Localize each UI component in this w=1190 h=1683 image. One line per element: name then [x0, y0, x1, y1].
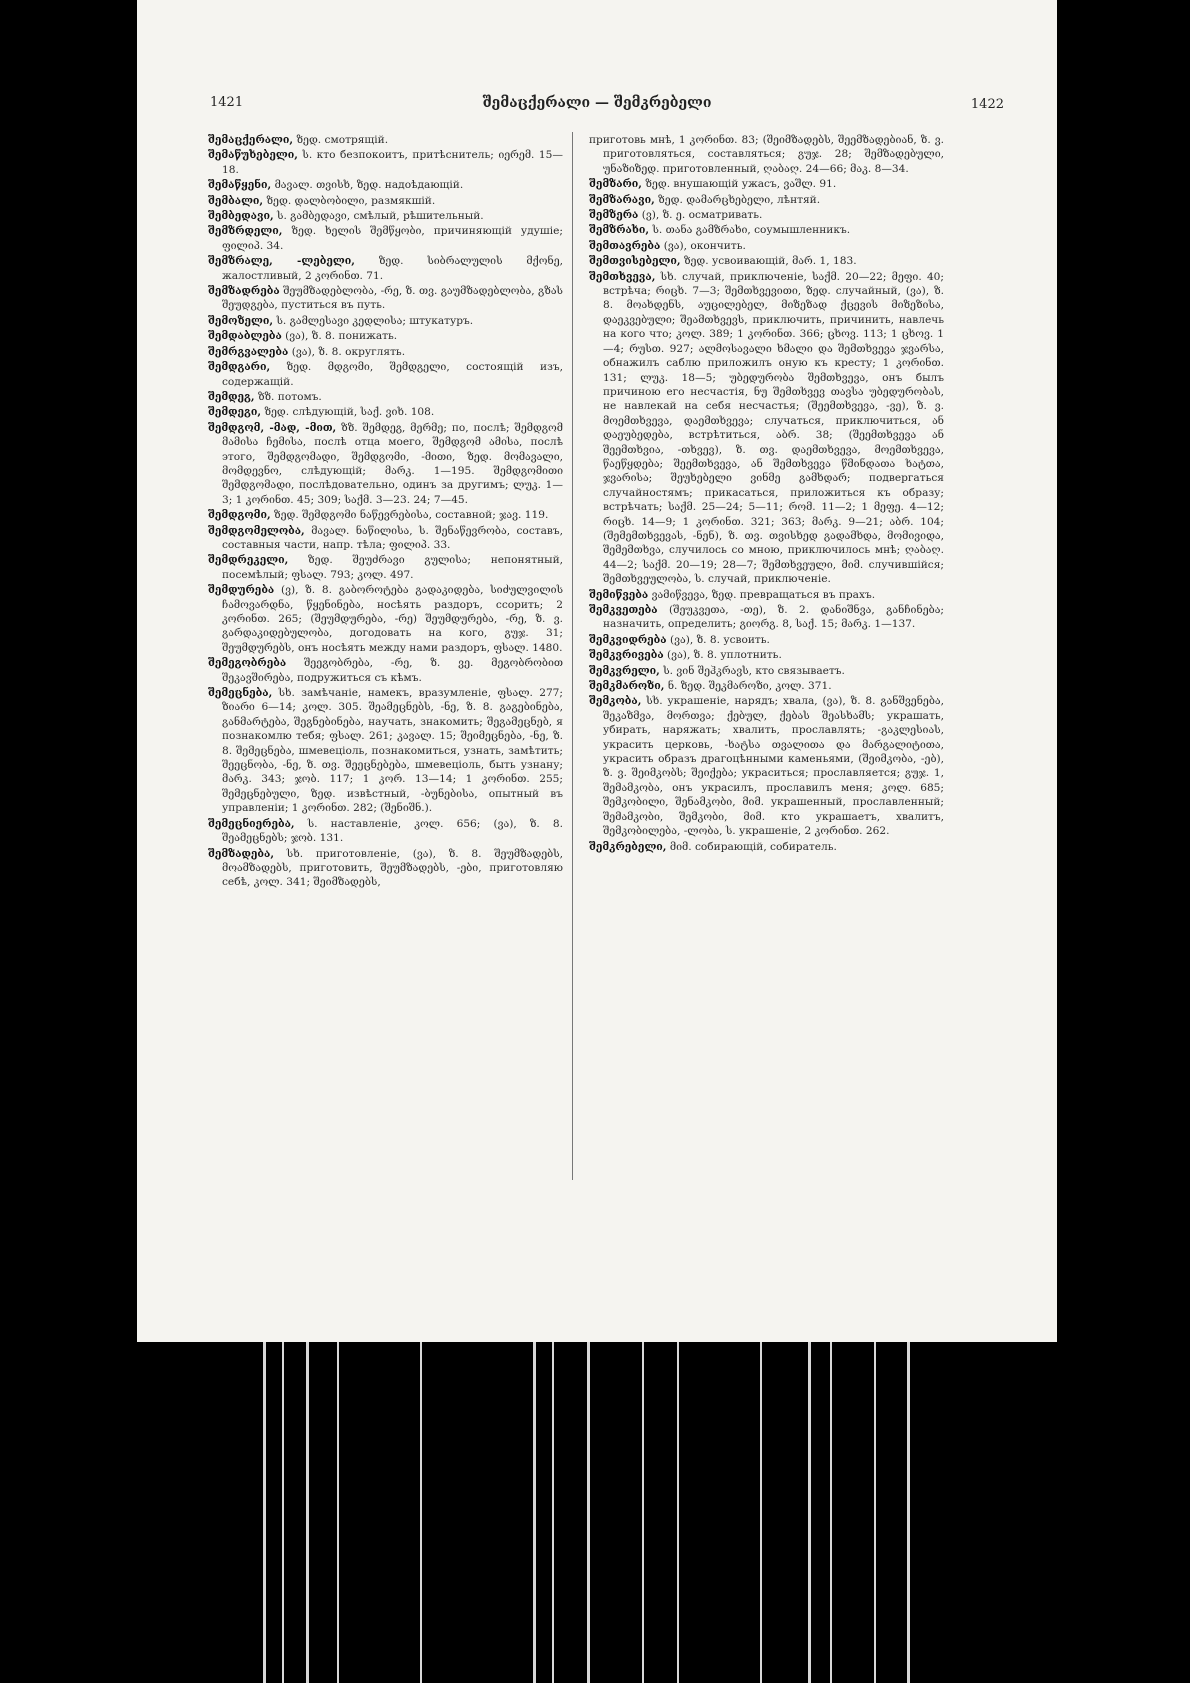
entry-definition: შეუმზადებლობა, -რე, ზ. თვ. გაუმზადებლობა, გზას შეუდგება, пуститься въ путь. [222, 285, 563, 312]
dictionary-entry [589, 588, 944, 602]
dictionary-entry [589, 633, 944, 647]
scan-artifact-stripe [677, 1342, 679, 1683]
entry-definition: ს. თანა გამზრახი, соумышленникъ. [652, 224, 851, 237]
entry-headword: შემკვრივება [589, 649, 664, 662]
entry-definition: приготовь мнѣ, 1 კორინთ. 83; (შეიმზადებს, შეემზადებიან, ზ. ვ. приготовляться, составляться; გუჯ. 28; შემზადებული, უნაზიზედ. приготовленный, ღაბაღ. 24—66; მაკ. 8—34. [589, 134, 944, 175]
scan-artifact-stripe [830, 1342, 832, 1683]
entry-headword: შემდგომელობა, [208, 524, 305, 537]
entry-headword: შემბედავი, [208, 210, 274, 223]
entry-headword: შემდგომ, -მად, -მით, [208, 421, 337, 434]
entry-definition: სხ. замѣчаніе, намекъ, вразумленіе, ფსალ. 277; ზიარი 6—14; კოლ. 305. შეამეცნებს, -ნე, ზ. 8. გაგებინება, განმარტება, შეგნებინება, научать, знакомить; შეგამეცნებ, я познакомлю тебя; ფსალ. 261; კავალ. 15; შეიმეცნება, -ნე, ზ. 8. შემეცნება, шмевеціоль, познакомиться, узнать, замѣтить; შეეცნობა, -ნე, ზ. თვ. შეეცნებება, шмевеціоль, быть узнану; მარკ. 343; ჯობ. 117; 1 კორ. 13—14; 1 კორინთ. 255; შემეცნებული, ზედ. извѣстный, -ბუნებისა, опытный въ управленіи; 1 კორინთ. 282; (შენიშნ.). [222, 687, 563, 815]
scan-artifact-stripe [642, 1342, 644, 1683]
entry-definition: (ვ), ზ. ე. осматривать. [641, 209, 763, 222]
entry-headword: შემდგომი, [208, 509, 271, 522]
scan-artifact-stripe [282, 1342, 284, 1683]
dictionary-entry [589, 603, 944, 632]
dictionary-entry [208, 284, 563, 313]
dictionary-entry [208, 133, 563, 147]
left-column [208, 133, 563, 891]
entry-headword: შემდეგ, [208, 390, 255, 403]
dictionary-entry [589, 270, 944, 587]
dictionary-entry [208, 553, 563, 582]
scan-artifact-stripe [808, 1342, 811, 1683]
column-divider [572, 132, 573, 1180]
dictionary-entry [208, 421, 563, 507]
entry-headword: შემეგობრება [208, 657, 287, 670]
scan-artifact-stripe [306, 1342, 309, 1683]
page-header [137, 95, 1057, 119]
entry-definition: ზედ. слѣдующій, საქ. ვიხ. 108. [264, 406, 435, 419]
dictionary-entry [589, 648, 944, 662]
dictionary-entry [208, 224, 563, 253]
entry-definition: ზედ. смотрящій. [296, 134, 389, 146]
scan-artifact-stripe [263, 1342, 266, 1683]
dictionary-page [137, 0, 1057, 1342]
entry-definition: სხ. случай, приключеніе, საქმ. 20—22; მეფი. 40; встрѣча; რიცხ. 7—3; შემთხვევითი, ზედ. случайный, (ვა), ზ. 8. მოახდენს, აუცილებელ, მიზეზად ქცევის მიზეზისა, დაეკვებული; შეამთხვევს, приключить, причинить, навлечь на кого что; კოლ. 389; 1 კორინთ. 366; ცხოვ. 113; 1 ცხოვ. 1—4; რუსთ. 927; ალმოსავალი ხმალი და შემთხვევა ჯვარსა, обнажилъ саблю приложилъ оную къ кресту; 1 კორინთ. 131; ლუკ. 18—5; უბედურობა შემთხვევა, онъ былъ причиною его несчастія, ნუ შემთხვევ თავსა უბედურობას, не навлекай на себя несчастья; (შეემთხვევა, -ვე), ზ. ვ. მოემთხვევა, დაემთხვევა; случаться, приключиться, ან დაეუბედება, встрѣтиться, აბრ. 38; (შეემთხვევა ან შეემთხვია, -თხვევ), ზ. თვ. დაემთხვევა, მოემთხვევა, წაეწყდება; შეემთხვევა, ან შემთხვევა წმინდათა ხატთა, ჯვარისა; შეუხებელი ვინმე გამხდარ; подвергаться случайностямъ; прикасаться, приложиться къ образу; встрѣчать; საქმ. 25—24; 5—11; რომ. 11—2; 1 მეფე. 4—12; რიცხ. 14—9; 1 კორინთ. 321; 363; მარკ. 9—21; აბრ. 104; (შემემთხვევას, -ნენ), ზ. თვ. თვისხედ გადამხდა, მომივიდა, შემემთხვა, случилось со мною, приключилось мнѣ; ღაბაღ. 44—2; საქმ. 20—19; 28—7; შემთხვეული, მიმ. случившійся; შემთხვეულობა, ს. случай, приключеніе. [603, 270, 944, 586]
entry-headword: შემეცნიერება, [208, 817, 295, 830]
scan-artifact-stripe [533, 1342, 536, 1683]
dictionary-entry [589, 254, 944, 268]
dictionary-entry [208, 254, 563, 283]
dictionary-entry [208, 148, 563, 177]
dictionary-entry [208, 847, 563, 890]
dictionary-entry [589, 177, 944, 191]
dictionary-entry [208, 405, 563, 419]
entry-headword: შემკვეთება [589, 604, 658, 616]
dictionary-entry [208, 345, 563, 359]
page-number-right: 1422 [970, 97, 1004, 112]
entry-headword: შემაცქერალი, [208, 134, 294, 146]
dictionary-entry [208, 194, 563, 208]
entry-headword: შემთვისებელი, [589, 255, 681, 268]
entry-definition: ზედ. внушающій ужасъ, ვაშლ. 91. [645, 178, 837, 191]
entry-definition: ზზ. შემდეგ, მერმე; по, послѣ; შემდგომ მამისა ჩემისა, послѣ отца моего, შემდგომ ამისა, послѣ этого, შემდგომადი, შემდგომი, -მითი, ზედ. მომავალი, მომდევნო, слѣдующій; მარკ. 1—195. შემდგომითი შემდგომადი, послѣдовательно, одинъ за другимъ; ლუკ. 1—3; 1 კორინთ. 45; 309; საქმ. 3—23. 24; 7—45. [222, 421, 563, 506]
scan-artifact-stripe [420, 1342, 422, 1683]
entry-headword: შემკმაროზი, [589, 680, 665, 693]
dictionary-entry [589, 840, 944, 854]
right-column [589, 133, 944, 855]
dictionary-entry [208, 686, 563, 816]
entry-definition: ვამიწვევა, ზედ. превращаться въ прахъ. [651, 588, 876, 601]
entry-headword: შემდრეკელი, [208, 554, 289, 567]
entry-headword: შემზარავი, [589, 193, 655, 206]
entry-headword: შემზადრება [208, 285, 280, 298]
entry-definition: მიმ. собирающій, собиратель. [669, 840, 837, 853]
entry-definition: შეეგობრება, -რე, ზ. ვე. მეგობრობით შეკავშირება, подружиться съ кѣмъ. [222, 657, 563, 684]
dictionary-entry [589, 193, 944, 207]
entry-headword: შემდეგი, [208, 406, 262, 419]
entry-headword: შემიწვება [589, 588, 649, 601]
entry-headword: შემკვრელი, [589, 664, 660, 677]
entry-definition: ს. наставленіе, კოლ. 656; (ვა), ზ. 8. შეამეცნებს; ჯობ. 131. [222, 817, 563, 845]
dictionary-entry [589, 208, 944, 222]
entry-headword: შემკობა, [589, 695, 642, 708]
entry-definition: ს. გამლესავი კედლისა; штукатуръ. [276, 314, 474, 327]
entry-definition: ზედ. დალბობილი, размякшій. [266, 194, 436, 207]
entry-definition: ს. გამბედავი, смѣлый, рѣшительный. [277, 210, 484, 223]
entry-definition: მავალ. თვისხ, ზედ. надоѣдающій. [274, 179, 464, 192]
entry-headword: შემდურება [208, 584, 275, 597]
dictionary-entry [589, 223, 944, 237]
entry-definition: (ვ), ზ. 8. გაბოროტება გადაკიდება, სიძულვილის ჩამოვარდნა, წყენინება, носѣять раздоръ, ссорить; 2 კორინთ. 265; (შეუმდურება, -რე) შეუმდურება, -რე, ზ. ვ. გარდაკიდებულობა, догодовать на кого, გუჯ. 31; შეუმდურებს, онъ носѣять между нами раздоръ, ფსალ. 1480. [222, 584, 564, 654]
dictionary-entry [208, 390, 563, 404]
dictionary-entry [208, 178, 563, 192]
scan-artifact-stripe [337, 1342, 339, 1683]
dictionary-entry [589, 133, 944, 176]
dictionary-entry [589, 694, 944, 838]
entry-headword: შემრგვალება [208, 345, 289, 358]
entry-definition: ნ. ზედ. შეკმაროზი, კოლ. 371. [667, 680, 832, 693]
entry-headword: შემთავრება [589, 239, 661, 252]
dictionary-entry [208, 656, 563, 685]
entry-definition: მავალ. ნაწილისა, ს. შენაწევრობა, составъ, составныя части, напр. тѣла; ფილიპ. 33. [222, 524, 563, 551]
entry-headword: შემოზელი, [208, 314, 274, 327]
entry-headword: შემზარი, [589, 178, 642, 191]
entry-headword: შემზადება, [208, 847, 275, 860]
entry-headword: შემეცნება, [208, 687, 273, 700]
page-number-left: 1421 [210, 95, 244, 110]
scan-artifact-stripe [907, 1342, 910, 1683]
scan-artifact-stripe [874, 1342, 876, 1683]
dictionary-entry [208, 360, 563, 389]
scan-artifact-stripe [587, 1342, 590, 1683]
entry-headword: შემზერა [589, 209, 639, 222]
entry-definition: (შეუკვეთა, -თე), ზ. 2. დანიშნვა, განჩინება; назначить, определить; გიორგ. 8, საქ. 15; მარკ. 1—137. [603, 604, 944, 631]
entry-definition: (ვა), ზ. 8. округлять. [291, 345, 406, 358]
dictionary-entry [208, 583, 563, 655]
dictionary-entry [589, 239, 944, 253]
scan-artifact-stripe [760, 1342, 762, 1683]
entry-definition: (ვა), ზ. 8. понижать. [285, 330, 398, 343]
entry-definition: სხ. украшеніе, нарядъ; хвала, (ვა), ზ. 8. განშვენება, შეკაზმვა, მორთვა; ქებულ, ქებას შეასხამს; украшать, убирать, наряжать; хвалить, прославлять; -გაკლესიას, украсить церковь, -ხატსა თვალითა და მარგალიტითა, украсить образъ драгоцѣнными каменьями, (შეიმკობა, -ებ), ზ. ვ. შეიმკობს; შეიქება; украситься; прославляется; გუჯ. 1, შემამკობა, онъ украсилъ, прославилъ меня; კოლ. 685; შემკობილი, შენამკობი, მიმ. украшенный, прославленный; შემამკობი, შემკობი, მიმ. кто украшаетъ, хвалитъ, შემკობილება, -ლობა, ს. украшеніе, 2 კორინთ. 262. [603, 695, 944, 838]
entry-headword: შემკრებელი, [589, 840, 667, 853]
scan-bottom-border [0, 1342, 1190, 1683]
dictionary-entry [208, 209, 563, 223]
entry-headword: შემაწუხებელი, [208, 149, 298, 162]
entry-definition: (ვა), ზ. 8. уплотнить. [667, 649, 782, 662]
entry-headword: შემზრახი, [589, 224, 650, 237]
entry-headword: შემთხვევა, [589, 270, 656, 283]
entry-definition: სხ. приготовленіе, (ვა), ზ. 8. შეუმზადებს, მოამზადებს, приготовить, შეუმზადებს, -ები, приготовляю себѣ, კოლ. 341; შეიმზადებს, [222, 847, 563, 889]
entry-definition: ზზ. потомъ. [257, 390, 322, 403]
dictionary-entry [208, 817, 563, 846]
entry-headword: შემზრდელი, [208, 225, 283, 238]
dictionary-entry [589, 664, 944, 678]
entry-definition: (ვა), ზ. 8. усвоить. [669, 633, 770, 646]
entry-definition: ზედ. усвоивающій, მარ. 1, 183. [683, 255, 857, 268]
dictionary-entry [589, 679, 944, 693]
entry-definition: ზედ. შეუძრავი გულისა; непонятный, посемѣлый; ფსალ. 793; კოლ. 497. [222, 554, 563, 581]
entry-headword: შემდგარი, [208, 361, 271, 374]
entry-headword: შემდაბლება [208, 330, 282, 343]
scan-artifact-stripe [552, 1342, 554, 1683]
entry-definition: ზედ. მდგომი, შემდგელი, состоящій изъ, содержащій. [222, 361, 563, 388]
entry-definition: ს. кто безпокоитъ, притѣснитель; იერემ. 15—18. [222, 149, 563, 176]
dictionary-entry [208, 508, 563, 522]
entry-definition: ს. ვინ შეჰკრავს, кто связываетъ. [663, 664, 845, 677]
entry-headword: შემბალი, [208, 194, 264, 207]
entry-headword: შემკვიდრება [589, 633, 667, 646]
entry-definition: ზედ. სიბრალულის მქონე, жалостливый, 2 კორინთ. 71. [222, 255, 564, 282]
dictionary-entry [208, 329, 563, 343]
running-head: შემაცქერალი — შემკრებელი [482, 95, 712, 111]
entry-definition: ზედ. შემდგომი ნაწევრებისა, составной; ჯავ. 119. [274, 509, 549, 522]
entry-definition: ზედ. ხელის შემწყობი, причиняющій удушіе; ფილიპ. 34. [222, 225, 563, 252]
entry-headword: შემაწყენი, [208, 179, 272, 192]
dictionary-entry [208, 524, 563, 553]
entry-definition: ზედ. დამარცხებელი, лѣнтяй. [658, 193, 821, 206]
entry-definition: (ვა), окончить. [663, 239, 746, 252]
dictionary-entry [208, 314, 563, 328]
entry-headword: შემზრალე, -ლებელი, [208, 255, 355, 268]
